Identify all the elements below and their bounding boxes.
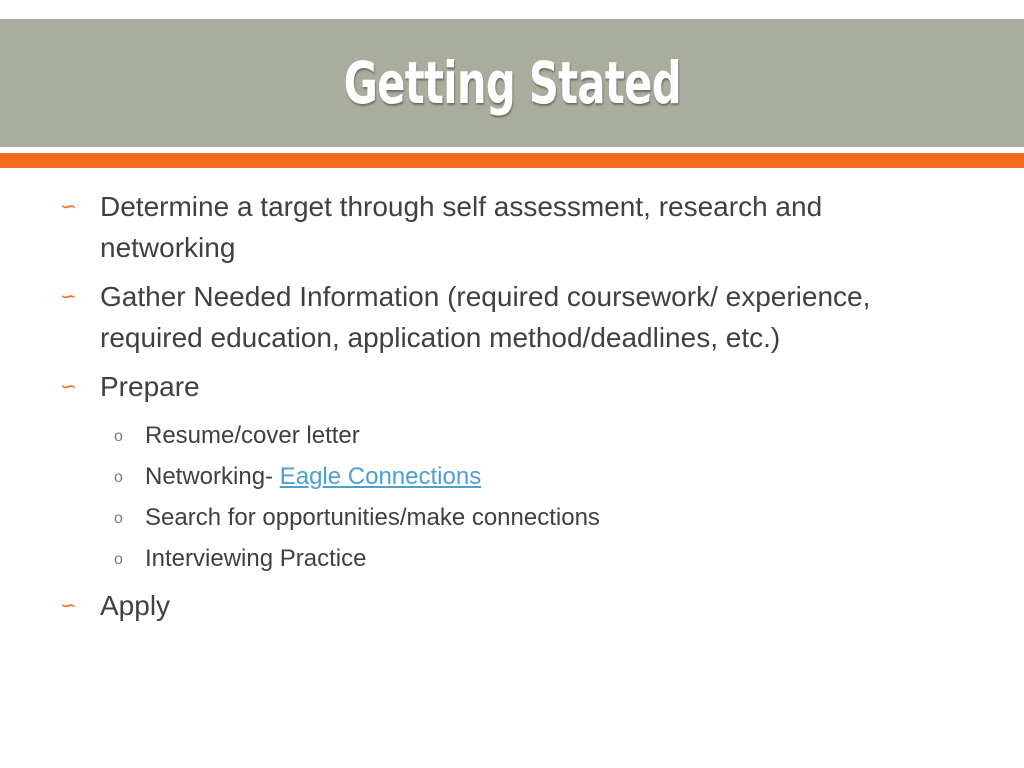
subitem-resume [100, 415, 960, 456]
subitem-search [100, 497, 960, 538]
bullet-text: Determine a target through self assessment, research and networking [100, 191, 823, 263]
bullet-item-gather-info [60, 276, 960, 358]
bullet-text: Apply [100, 590, 171, 621]
subitem-text: Search for opportunities/make connections [145, 504, 600, 531]
subitem-text: Interviewing Practice [145, 545, 367, 572]
sub-bullet-icon: o [114, 428, 123, 445]
sub-bullet-icon: o [114, 551, 123, 568]
bullet-icon: ∽ [60, 194, 77, 218]
bullet-item-apply [60, 585, 960, 626]
eagle-connections-link[interactable]: Eagle Connections [279, 463, 482, 490]
bullet-item-target [60, 186, 960, 268]
sub-bullet-icon: o [114, 469, 123, 486]
bullet-list [60, 186, 960, 634]
bullet-icon: ∽ [60, 374, 77, 398]
accent-bar [0, 153, 1024, 168]
title-band [0, 19, 1024, 147]
title-divider [0, 148, 1024, 152]
bullet-icon: ∽ [60, 284, 77, 308]
bullet-text: Prepare [100, 371, 200, 402]
subitem-networking [100, 456, 960, 497]
subitem-text: Networking- [145, 463, 280, 490]
bullet-item-prepare [60, 366, 960, 407]
bullet-text: Gather Needed Information (required coursework/ experience, required education, application method/deadlines, etc.) [100, 281, 871, 353]
prepare-subitems [100, 415, 960, 579]
sub-bullet-icon: o [114, 510, 123, 527]
slide-title: Getting Stated [343, 49, 681, 117]
bullet-icon: ∽ [60, 593, 77, 617]
subitem-text: Resume/cover letter [145, 422, 360, 449]
subitem-interviewing [100, 538, 960, 579]
